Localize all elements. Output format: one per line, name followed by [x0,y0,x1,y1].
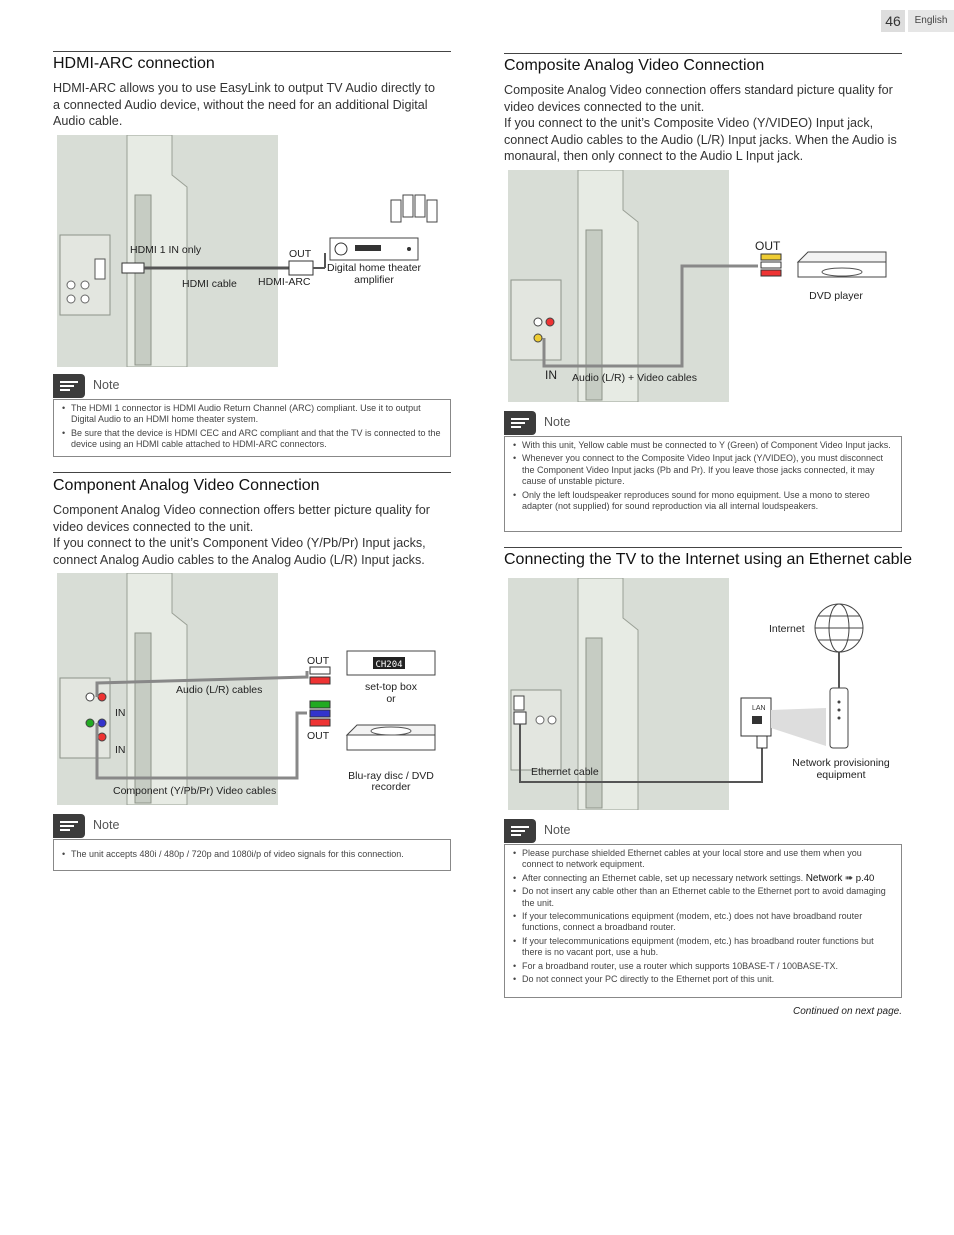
hdmi-arc-port-label: HDMI-ARC [258,276,311,288]
note-item: • Do not insert any cable other than an Ethernet cable to the Ethernet port to avoid damaging the unit. [522,886,893,909]
section-rule [504,547,902,548]
network-equipment-label-1: Network provisioning [792,757,890,769]
component-note-box [53,839,451,871]
network-equipment-label-2: equipment [816,769,866,781]
stb-display: CH204 [375,660,403,670]
hdmi-note-header [53,374,173,396]
note-title: Note [544,823,571,837]
bd-out-label: OUT [307,730,330,742]
note-item: • With this unit, Yellow cable must be connected to Y (Green) of Component Video Input jacks. [522,440,893,451]
section-rule [53,472,451,473]
ethernet-diagram [508,578,898,810]
hdmi-in-label: HDMI 1 IN only [130,244,202,256]
bluray-label-1: Blu-ray disc / DVD [348,770,434,782]
note-icon [504,411,536,435]
component-cables-label: Component (Y/Pb/Pr) Video cables [113,785,277,797]
note-item: • If your telecommunications equipment (modem, etc.) has broadband router functions but there is no vacant port, use a hub. [522,936,893,959]
continued-note: Continued on next page. [793,1006,902,1017]
audio-cables-label: Audio (L/R) cables [176,684,263,696]
note-item: • After connecting an Ethernet cable, set up necessary network settings. Network ➠ p.40 [522,873,893,884]
hdmi-cable-label: HDMI cable [182,278,237,290]
video-in-label: IN [115,744,126,756]
composite-heading: Composite Analog Video Connection [504,57,765,74]
ethernet-heading: Connecting the TV to the Internet using an Ethernet cable [504,551,912,568]
hdmi-out-label: OUT [289,248,312,260]
internet-label: Internet [769,623,805,635]
composite-note-header [504,411,624,433]
arrow-icon: ➠ [844,872,854,884]
audio-in-label: IN [115,707,126,719]
language-tab: English [908,10,954,32]
hdmi-arc-diagram [57,135,447,367]
component-note-header [53,814,173,836]
note-title: Note [93,818,120,832]
stb-out-label: OUT [307,655,330,667]
lan-port-label: LAN [752,705,766,712]
bluray-label-2: recorder [371,781,411,793]
note-item: • Whenever you connect to the Composite Video Input jack (Y/VIDEO), you must disconnect the Component Video Input jacks (Pb and Pr). If you leave those jacks connected, it may cause of unstable picture. [522,453,893,487]
stb-label: set-top box [365,681,417,693]
note-item: • Please purchase shielded Ethernet cables at your local store and use them when you connect to network equipment. [522,848,893,871]
network-link[interactable]: Network [805,872,843,884]
note-icon [504,819,536,843]
hdmi-note-box [53,399,451,457]
page-ref-link[interactable]: p.40 [855,872,875,884]
note-item: • The HDMI 1 connector is HDMI Audio Return Channel (ARC) compliant. Use it to output Digital Audio to an HDMI home theater system. [71,403,442,426]
section-rule [504,53,902,54]
note-item: • Only the left loudspeaker reproduces sound for mono equipment. Use a mono to stereo adapter (not supplied) for sound reproduction via all internal loudspeakers. [522,490,893,513]
ethernet-note-box [504,844,902,998]
note-item: • Be sure that the device is HDMI CEC and ARC compliant and that the TV is connected to the device using an HDMI cable attached to HDMI-ARC connectors. [71,428,442,451]
composite-text: Composite Analog Video connection offers standard picture quality for video devices connected to the unit. If you connect to the unit’s Composite Video (Y/VIDEO) Input jack, connect Audio cables to the Audio (L/R) Input jacks. When the Audio is monaural, then only connect to the Audio L Input jack. [504,83,897,163]
note-title: Note [93,378,120,392]
ethernet-cable-label: Ethernet cable [531,766,599,778]
composite-in-label: IN [545,368,557,382]
composite-cables-label: Audio (L/R) + Video cables [572,372,698,384]
note-item: • The unit accepts 480i / 480p / 720p and 1080i/p of video signals for this connection. [71,849,442,860]
stb-or-label: or [386,693,396,705]
component-text: Component Analog Video connection offers better picture quality for video devices connected to the unit. If you connect to the unit’s Component Video (Y/Pb/Pr) Input jacks, connect Analog Audio cables to the Analog Audio (L/R) Input jacks. [53,503,430,567]
note-title: Note [544,415,571,429]
hdmi-arc-text: HDMI-ARC allows you to use EasyLink to output TV Audio directly to a connected Audio device, without the need for an additional Digital Audio cable. [53,81,435,128]
home-theater-label-2: amplifier [354,274,394,286]
note-item: • If your telecommunications equipment (modem, etc.) does not have broadband router functions, connect a broadband router. [522,911,893,934]
dvd-out-label: OUT [755,239,781,253]
page-number: 46 [881,10,905,32]
component-heading: Component Analog Video Connection [53,477,320,494]
note-icon [53,814,85,838]
composite-note-box [504,436,902,532]
note-icon [53,374,85,398]
component-diagram [57,573,447,805]
home-theater-label-1: Digital home theater [327,262,421,274]
hdmi-arc-heading: HDMI-ARC connection [53,55,215,72]
dvd-label: DVD player [809,290,863,302]
note-item: • Do not connect your PC directly to the Ethernet port of this unit. [522,974,893,985]
section-rule [53,51,451,52]
composite-diagram [508,170,898,402]
note-item: • For a broadband router, use a router which supports 10BASE-T / 100BASE-TX. [522,961,893,972]
ethernet-note-header [504,819,624,841]
